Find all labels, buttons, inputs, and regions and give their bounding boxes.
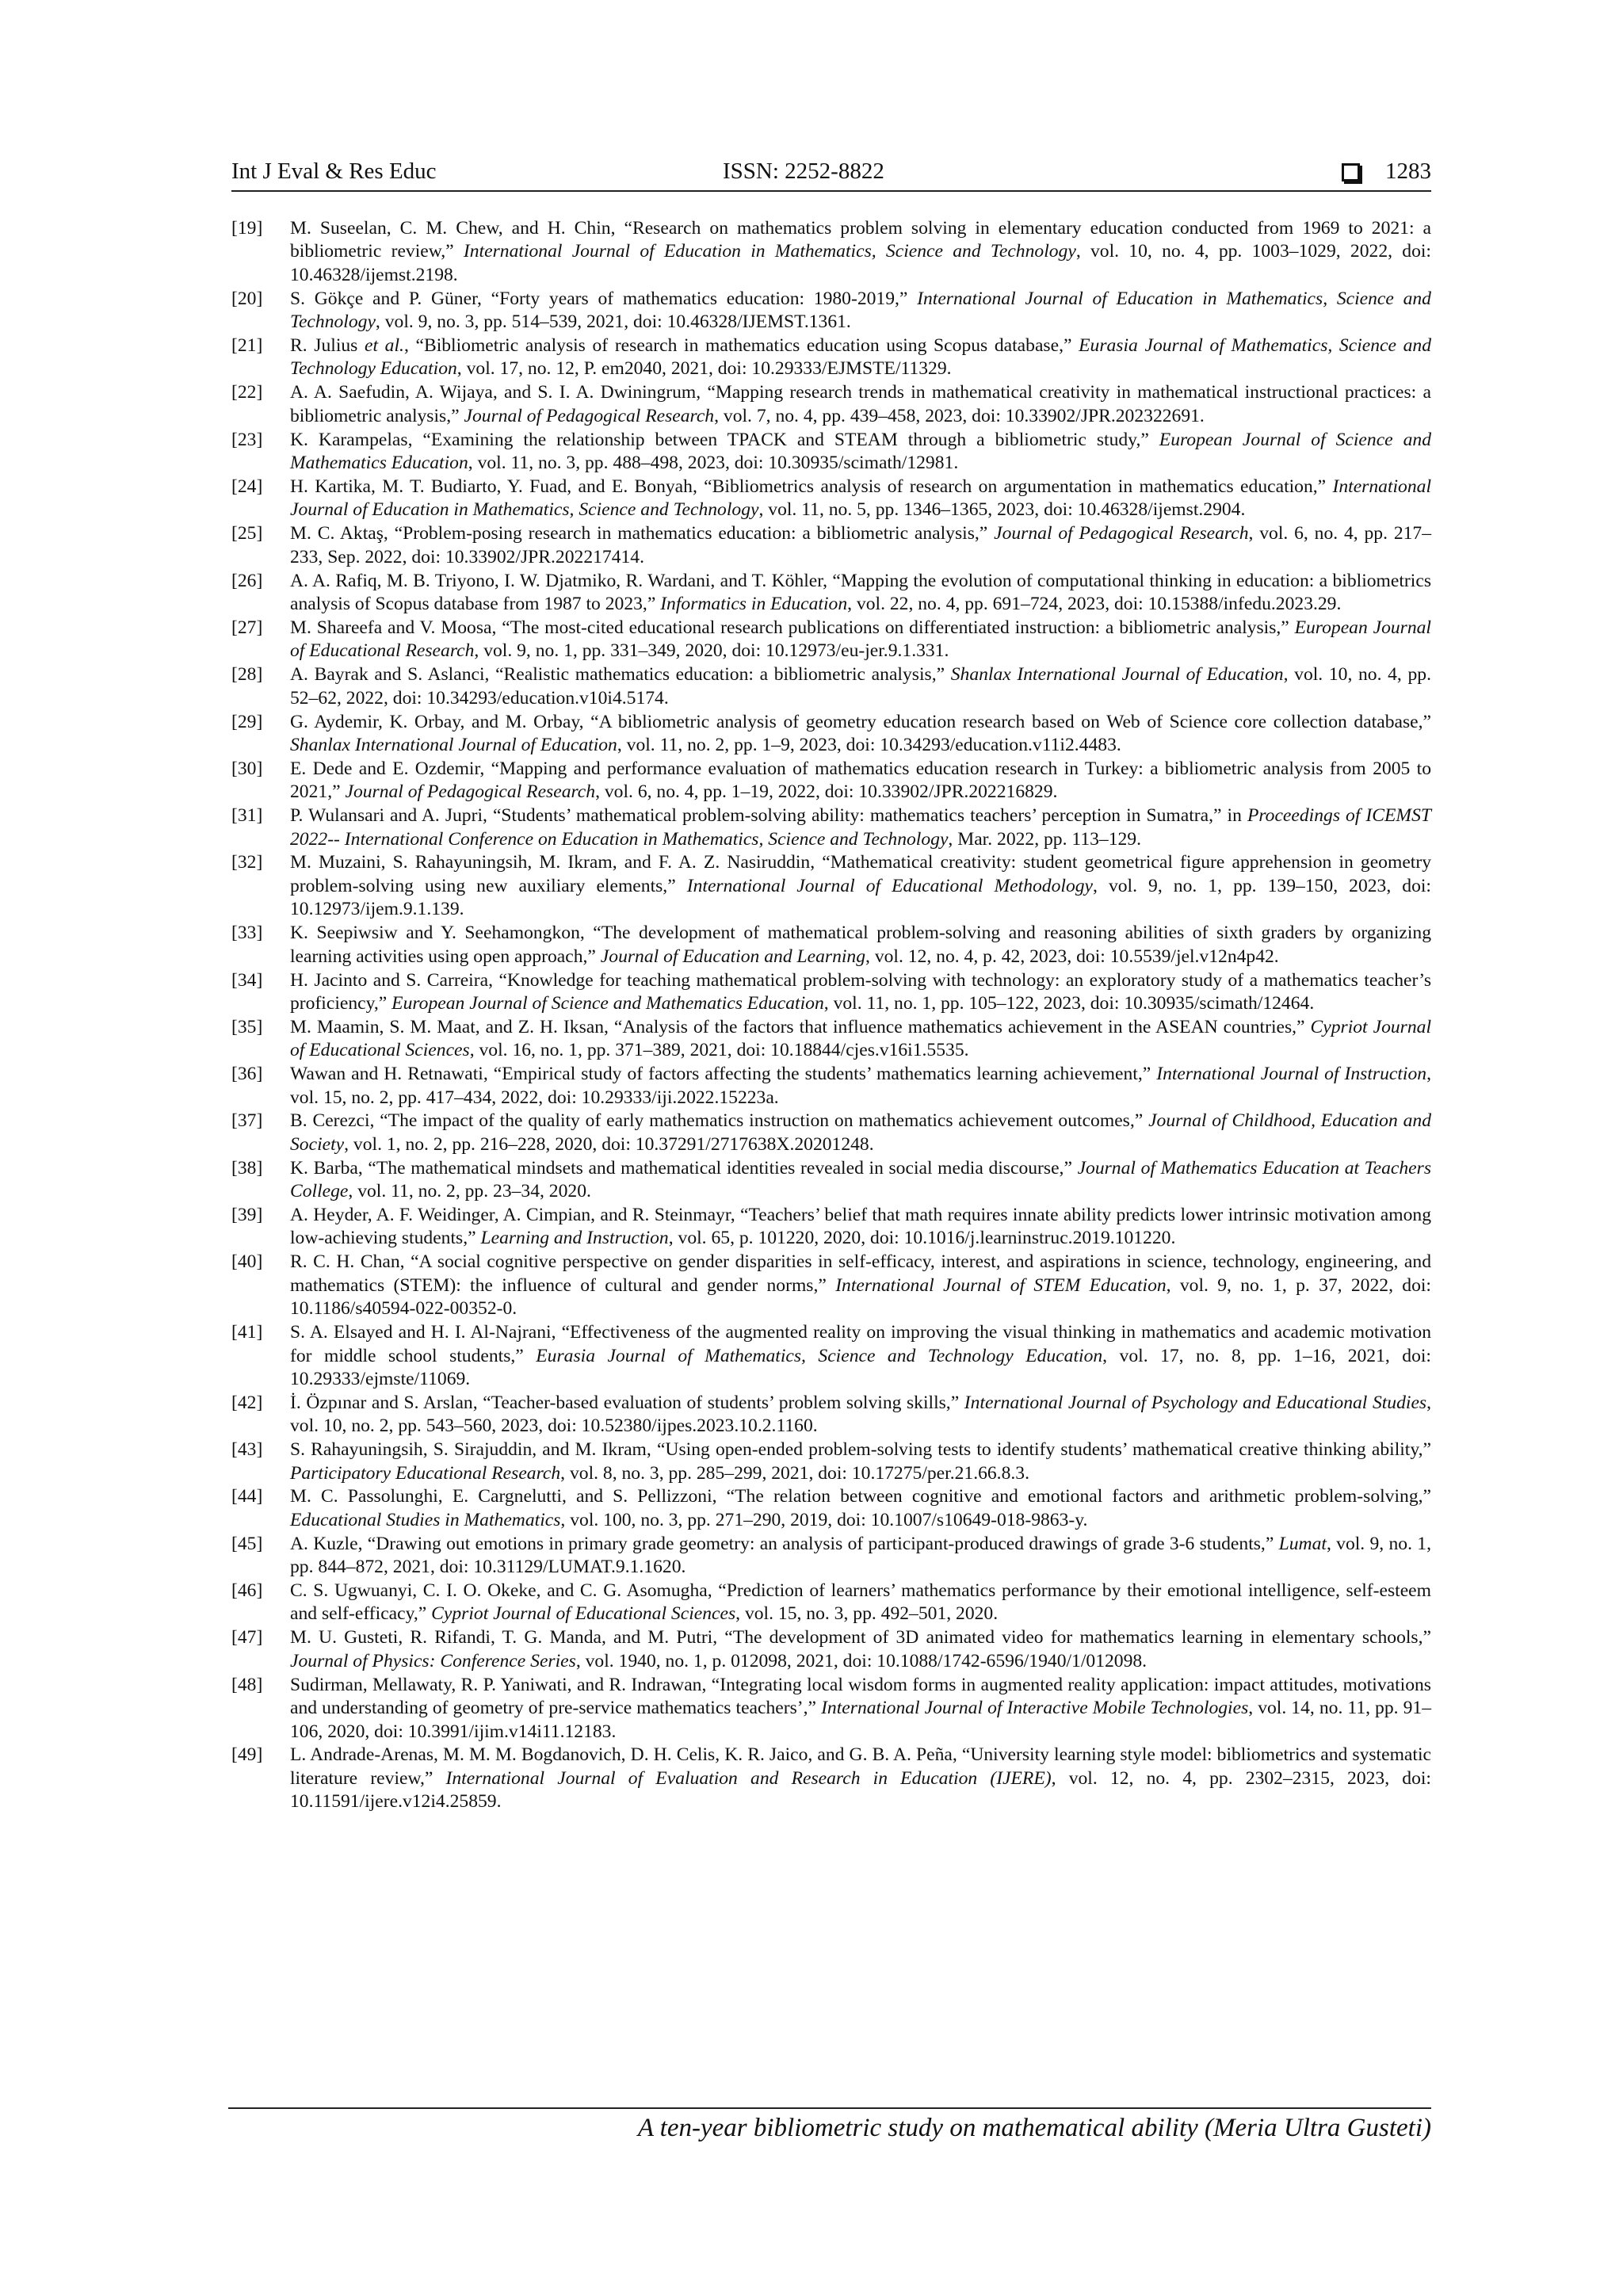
reference-number: [23] (231, 429, 263, 450)
reference-item (231, 969, 1431, 1016)
reference-text: S. Gökçe and P. Güner, “Forty years of mathematics education: 1980-2019,” International Journal of Education in Mathematics, Science and Technology, vol. 9, no. 3, pp. 514–539, 2021, doi: 10.46328/IJEMST.1361. (290, 288, 1431, 333)
reference-number: [47] (231, 1627, 263, 1648)
reference-item (231, 758, 1431, 804)
reference-text: K. Karampelas, “Examining the relationship between TPACK and STEAM through a bibliometric study,” European Journal of Science and Mathematics Education, vol. 11, no. 3, pp. 488–498, 2023, doi: 10.30935/scimath/12981. (290, 429, 1431, 474)
reference-number: [44] (231, 1486, 263, 1507)
reference-item (231, 1438, 1431, 1485)
reference-number: [29] (231, 711, 263, 732)
reference-item (231, 1016, 1431, 1063)
reference-item (231, 288, 1431, 334)
reference-number: [31] (231, 805, 263, 827)
reference-number: [28] (231, 664, 263, 686)
footer-rule (228, 2107, 1431, 2109)
reference-item (231, 1533, 1431, 1580)
reference-number: [33] (231, 923, 263, 944)
reference-item (231, 1321, 1431, 1391)
reference-text: B. Cerezci, “The impact of the quality of early mathematics instruction on mathematics achievement outcomes,” Journal of Childhood, Education and Society, vol. 1, no. 2, pp. 216–228, 2020, doi: 10.37291/2717638X.20201248. (290, 1110, 1431, 1155)
reference-text: Wawan and H. Retnawati, “Empirical study of factors affecting the students’ mathematics learning achievement,” International Journal of Instruction, vol. 15, no. 2, pp. 417–434, 2022, doi: 10.29333/iji.2022.15223a. (290, 1064, 1431, 1108)
reference-text: G. Aydemir, K. Orbay, and M. Orbay, “A bibliometric analysis of geometry education research based on Web of Science core collection database,” Shanlax International Journal of Education, vol. 11, no. 2, pp. 1–9, 2023, doi: 10.34293/education.v11i2.4483. (290, 711, 1431, 755)
reference-number: [21] (231, 335, 263, 357)
checkbox-square-icon (1342, 163, 1360, 181)
reference-item (231, 1392, 1431, 1438)
reference-text: C. S. Ugwuanyi, C. I. O. Okeke, and C. G. Asomugha, “Prediction of learners’ mathematics performance by their emotional intelligence, self-esteem and self-efficacy,” Cypriot Journal of Educational Sciences, vol. 15, no. 3, pp. 492–501, 2020. (290, 1580, 1431, 1625)
reference-number: [40] (231, 1251, 263, 1273)
journal-name: Int J Eval & Res Educ (231, 159, 437, 184)
reference-number: [34] (231, 969, 263, 991)
reference-text: Sudirman, Mellawaty, R. P. Yaniwati, and R. Indrawan, “Integrating local wisdom forms in augmented reality application: impact attitudes, motivations and understanding of geometry of pre-service mathematics teachers’,” International Journal of Interactive Mobile Technologies, vol. 14, no. 11, pp. 91–106, 2020, doi: 10.3991/ijim.v14i11.12183. (290, 1674, 1431, 1742)
reference-number: [48] (231, 1674, 263, 1695)
page-footer (228, 2107, 1431, 2143)
reference-number: [27] (231, 617, 263, 638)
reference-text: A. Heyder, A. F. Weidinger, A. Cimpian, and R. Steinmayr, “Teachers’ belief that math requires innate ability predicts lower intrinsic motivation among low-achieving students,” Learning and Instruction, vol. 65, p. 101220, 2020, doi: 10.1016/j.learninstruc.2019.101220. (290, 1205, 1431, 1249)
reference-number: [22] (231, 382, 263, 403)
reference-number: [49] (231, 1744, 263, 1766)
reference-item (231, 217, 1431, 287)
reference-number: [36] (231, 1064, 263, 1085)
reference-item (231, 922, 1431, 968)
reference-item (231, 804, 1431, 851)
reference-item (231, 1204, 1431, 1251)
reference-number: [37] (231, 1110, 263, 1132)
reference-number: [26] (231, 570, 263, 591)
reference-number: [32] (231, 852, 263, 873)
reference-number: [43] (231, 1439, 263, 1461)
reference-item (231, 381, 1431, 428)
running-title: A ten-year bibliometric study on mathematical ability (Meria Ultra Gusteti) (637, 2114, 1431, 2142)
reference-item (231, 711, 1431, 758)
reference-number: [38] (231, 1157, 263, 1179)
reference-item (231, 851, 1431, 921)
reference-item (231, 1110, 1431, 1156)
page-number: 1283 (1385, 159, 1431, 184)
reference-text: A. A. Saefudin, A. Wijaya, and S. I. A. Dwiningrum, “Mapping research trends in mathematical creativity in mathematical instructional practices: a bibliometric analysis,” Journal of Pedagogical Research, vol. 7, no. 4, pp. 439–458, 2023, doi: 10.33902/JPR.202322691. (290, 382, 1431, 426)
reference-number: [24] (231, 476, 263, 497)
reference-text: A. Kuzle, “Drawing out emotions in primary grade geometry: an analysis of participant-produced drawings of grade 3-6 students,” Lumat, vol. 9, no. 1, pp. 844–872, 2021, doi: 10.31129/LUMAT.9.1.1620. (290, 1533, 1431, 1578)
reference-text: S. A. Elsayed and H. I. Al-Najrani, “Effectiveness of the augmented reality on improving the visual thinking in mathematics and academic motivation for middle school students,” Eurasia Journal of Mathematics, Science and Technology Education, vol. 17, no. 8, pp. 1–16, 2021, doi: 10.29333/ejmste/11069. (290, 1322, 1431, 1389)
reference-item (231, 1251, 1431, 1320)
page-header (231, 155, 1431, 190)
reference-text: M. Suseelan, C. M. Chew, and H. Chin, “Research on mathematics problem solving in elementary education conducted from 1969 to 2021: a bibliometric review,” International Journal of Education in Mathematics, Science and Technology, vol. 10, no. 4, pp. 1003–1029, 2022, doi: 10.46328/ijemst.2198. (290, 218, 1431, 285)
reference-text: K. Barba, “The mathematical mindsets and mathematical identities revealed in social media discourse,” Journal of Mathematics Education at Teachers College, vol. 11, no. 2, pp. 23–34, 2020. (290, 1157, 1431, 1202)
reference-item (231, 1626, 1431, 1673)
reference-item (231, 429, 1431, 476)
reference-list (231, 217, 1431, 1814)
reference-text: H. Jacinto and S. Carreira, “Knowledge for teaching mathematical problem-solving with technology: an exploratory study of a mathematics teacher’s proficiency,” European Journal of Science and Mathematics Education, vol. 11, no. 1, pp. 105–122, 2023, doi: 10.30935/scimath/12464. (290, 969, 1431, 1014)
reference-item (231, 570, 1431, 617)
reference-item (231, 617, 1431, 663)
reference-text: P. Wulansari and A. Jupri, “Students’ mathematical problem-solving ability: mathematics teachers’ perception in Sumatra,” in Proceedings of ICEMST 2022-- International Conference on Education in Mathematics, Science and Technology, Mar. 2022, pp. 113–129. (290, 805, 1431, 850)
reference-text: L. Andrade-Arenas, M. M. M. Bogdanovich, D. H. Celis, K. R. Jaico, and G. B. A. Peña, “University learning style model: bibliometrics and systematic literature review,” International Journal of Evaluation and Research in Education (IJERE), vol. 12, no. 4, pp. 2302–2315, 2023, doi: 10.11591/ijere.v12i4.25859. (290, 1744, 1431, 1813)
reference-text: M. C. Aktaş, “Problem-posing research in mathematics education: a bibliometric analysis,” Journal of Pedagogical Research, vol. 6, no. 4, pp. 217–233, Sep. 2022, doi: 10.33902/JPR.202217414. (290, 523, 1432, 567)
reference-text: M. Shareefa and V. Moosa, “The most-cited educational research publications on differentiated instruction: a bibliometric analysis,” European Journal of Educational Research, vol. 9, no. 1, pp. 331–349, 2020, doi: 10.12973/eu-jer.9.1.331. (290, 617, 1431, 662)
reference-text: R. C. H. Chan, “A social cognitive perspective on gender disparities in self-efficacy, interest, and aspirations in science, technology, engineering, and mathematics (STEM): the influence of cultural and gender norms,” International Journal of STEM Education, vol. 9, no. 1, p. 37, 2022, doi: 10.1186/s40594-022-00352-0. (290, 1251, 1431, 1320)
reference-item (231, 476, 1431, 522)
reference-text: H. Kartika, M. T. Budiarto, Y. Fuad, and E. Bonyah, “Bibliometrics analysis of research on argumentation in mathematics education,” International Journal of Education in Mathematics, Science and Technology, vol. 11, no. 5, pp. 1346–1365, 2023, doi: 10.46328/ijemst.2904. (290, 476, 1431, 521)
reference-number: [30] (231, 758, 263, 779)
reference-text: M. C. Passolunghi, E. Cargnelutti, and S. Pellizzoni, “The relation between cognitive and emotional factors and arithmetic problem-solving,” Educational Studies in Mathematics, vol. 100, no. 3, pp. 271–290, 2019, doi: 10.1007/s10649-018-9863-y. (290, 1486, 1431, 1530)
reference-text: E. Dede and E. Ozdemir, “Mapping and performance evaluation of mathematics education research in Turkey: a bibliometric analysis from 2005 to 2021,” Journal of Pedagogical Research, vol. 6, no. 4, pp. 1–19, 2022, doi: 10.33902/JPR.202216829. (290, 758, 1431, 803)
reference-text: R. Julius et al., “Bibliometric analysis of research in mathematics education using Scopus database,” Eurasia Journal of Mathematics, Science and Technology Education, vol. 17, no. 12, P. em2040, 2021, doi: 10.29333/EJMSTE/11329. (290, 335, 1432, 380)
header-rule (231, 190, 1431, 192)
reference-text: M. Maamin, S. M. Maat, and Z. H. Iksan, “Analysis of the factors that influence mathematics achievement in the ASEAN countries,” Cypriot Journal of Educational Sciences, vol. 16, no. 1, pp. 371–389, 2021, doi: 10.18844/cjes.v16i1.5535. (290, 1016, 1431, 1061)
reference-item (231, 663, 1431, 710)
reference-item (231, 522, 1431, 569)
reference-text: A. Bayrak and S. Aslanci, “Realistic mathematics education: a bibliometric analysis,” Shanlax International Journal of Education, vol. 10, no. 4, pp. 52–62, 2022, doi: 10.34293/education.v10i4.5174. (290, 664, 1431, 709)
reference-text: M. Muzaini, S. Rahayuningsih, M. Ikram, and F. A. Z. Nasiruddin, “Mathematical creativity: student geometrical figure apprehension in geometry problem-solving using new auxiliary elements,” International Journal of Educational Methodology, vol. 9, no. 1, pp. 139–150, 2023, doi: 10.12973/ijem.9.1.139. (290, 852, 1431, 920)
reference-item (231, 1674, 1431, 1744)
reference-item (231, 1744, 1431, 1813)
reference-item (231, 1063, 1431, 1110)
reference-number: [46] (231, 1580, 263, 1602)
reference-text: İ. Özpınar and S. Arslan, “Teacher-based evaluation of students’ problem solving skills,” International Journal of Psychology and Educational Studies, vol. 10, no. 2, pp. 543–560, 2023, doi: 10.52380/ijpes.2023.10.2.1160. (290, 1392, 1431, 1437)
reference-number: [25] (231, 523, 263, 544)
reference-text: S. Rahayuningsih, S. Sirajuddin, and M. Ikram, “Using open-ended problem-solving tests to identify students’ mathematical creative thinking ability,” Participatory Educational Research, vol. 8, no. 3, pp. 285–299, 2021, doi: 10.17275/per.21.66.8.3. (290, 1439, 1431, 1484)
reference-number: [20] (231, 288, 263, 309)
reference-item (231, 1580, 1431, 1626)
reference-number: [42] (231, 1392, 263, 1413)
reference-text: M. U. Gusteti, R. Rifandi, T. G. Manda, and M. Putri, “The development of 3D animated video for mathematics learning in elementary schools,” Journal of Physics: Conference Series, vol. 1940, no. 1, p. 012098, 2021, doi: 10.1088/1742-6596/1940/1/012098. (290, 1627, 1431, 1671)
issn: ISSN: 2252-8822 (723, 159, 884, 184)
reference-item (231, 1157, 1431, 1204)
reference-number: [45] (231, 1533, 263, 1554)
reference-text: K. Seepiwsiw and Y. Seehamongkon, “The development of mathematical problem-solving and reasoning abilities of sixth graders by organizing learning activities using open approach,” Journal of Education and Learning, vol. 12, no. 4, p. 42, 2023, doi: 10.5539/jel.v12n4p42. (290, 923, 1431, 967)
reference-number: [35] (231, 1016, 263, 1037)
reference-text: A. A. Rafiq, M. B. Triyono, I. W. Djatmiko, R. Wardani, and T. Köhler, “Mapping the evolution of computational thinking in education: a bibliometrics analysis of Scopus database from 1987 to 2023,” Informatics in Education, vol. 22, no. 4, pp. 691–724, 2023, doi: 10.15388/infedu.2023.29. (290, 570, 1431, 614)
reference-item (231, 334, 1431, 381)
reference-number: [39] (231, 1205, 263, 1226)
reference-number: [19] (231, 218, 263, 239)
reference-item (231, 1485, 1431, 1532)
reference-number: [41] (231, 1322, 263, 1343)
